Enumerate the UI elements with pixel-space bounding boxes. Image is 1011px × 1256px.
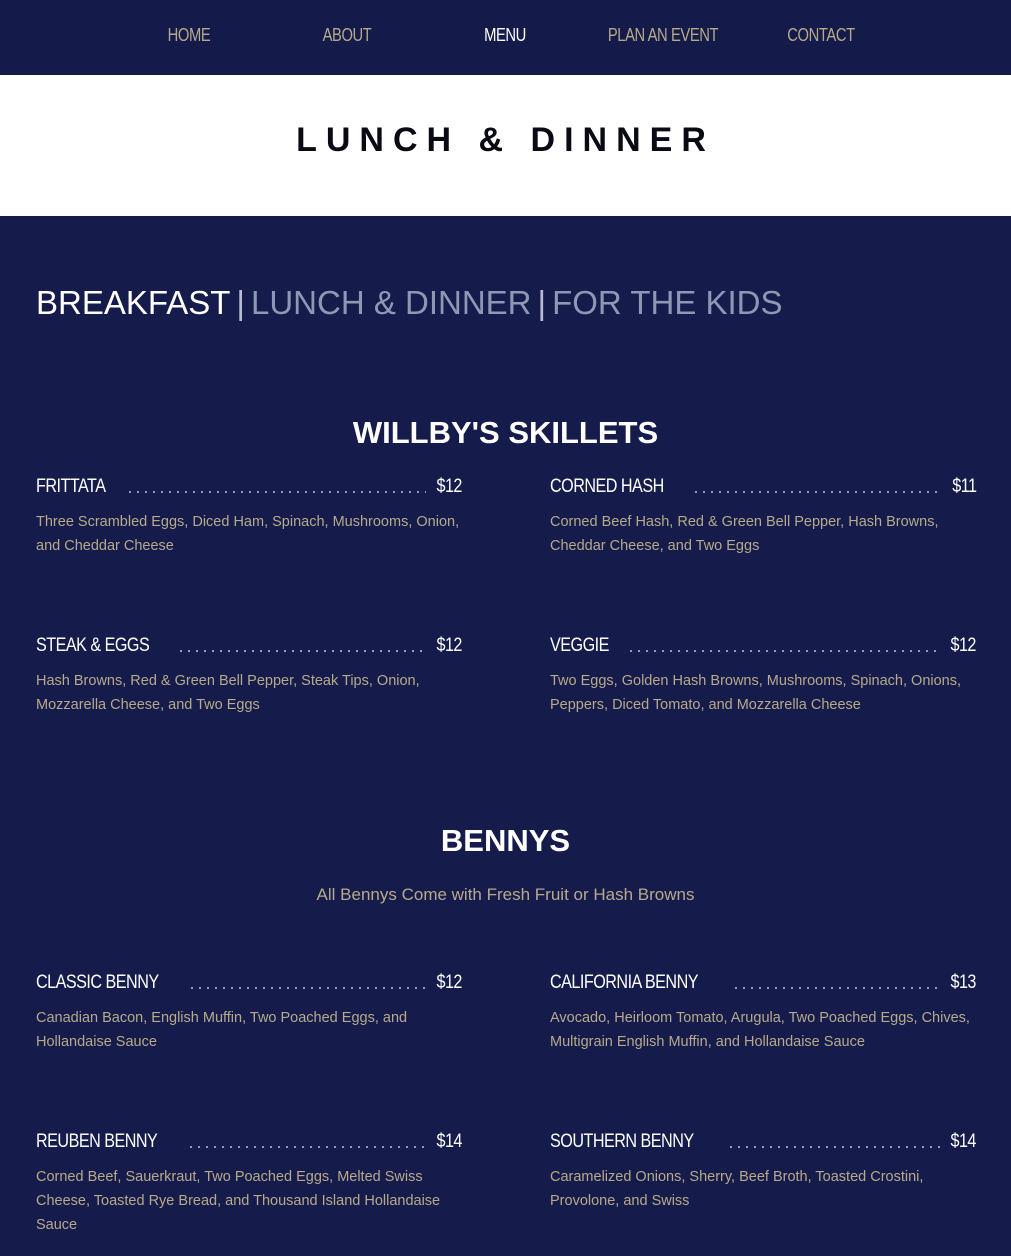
tab-for-the-kids[interactable]: FOR THE KIDS: [552, 284, 783, 321]
menu-item: [550, 631, 976, 717]
menu-item: [550, 472, 976, 558]
nav-contact-link[interactable]: CONTACT: [787, 25, 855, 45]
section-title-skillets: WILLBY'S SKILLETS: [352, 415, 659, 450]
leader-dots: [727, 1146, 940, 1148]
menu-category-tabs: [36, 284, 783, 322]
menu-item: [36, 472, 462, 558]
leader-dots: [692, 491, 942, 493]
menu-item-description: Corned Beef, Sauerkraut, Two Poached Eggs, Melted Swiss Cheese, Toasted Rye Bread, and Thousand Island Hollandaise Sauce: [36, 1169, 441, 1233]
menu-item: [36, 1127, 462, 1237]
menu-item-name: CLASSIC BENNY: [36, 972, 159, 993]
menu-item-description: Hash Browns, Red & Green Bell Pepper, Steak Tips, Onion, Mozzarella Cheese, and Two Eggs: [36, 673, 420, 713]
menu-item-price: $12: [436, 476, 462, 497]
leader-dots: [126, 491, 426, 493]
menu-item-description: Avocado, Heirloom Tomato, Arugula, Two Poached Eggs, Chives, Multigrain English Muffin, and Hollandaise Sauce: [550, 1010, 970, 1050]
top-nav: [0, 0, 1011, 75]
tab-separator: |: [236, 284, 245, 321]
tab-breakfast[interactable]: BREAKFAST: [36, 284, 231, 321]
menu-item-name: FRITTATA: [36, 476, 106, 497]
menu-item-price: $13: [950, 972, 976, 993]
menu-item-price: $12: [436, 635, 462, 656]
menu-content: [0, 216, 1011, 1256]
menu-item-name: REUBEN BENNY: [36, 1131, 158, 1152]
leader-dots: [188, 987, 426, 989]
menu-item-name: VEGGIE: [550, 635, 609, 656]
nav-home-link[interactable]: HOME: [167, 25, 211, 45]
menu-item-name: CALIFORNIA BENNY: [550, 972, 699, 993]
tab-separator: |: [537, 284, 547, 321]
section-title-bennys: BENNYS: [440, 823, 571, 858]
menu-item: [550, 1127, 976, 1213]
menu-item-price: $11: [951, 476, 976, 497]
leader-dots: [177, 650, 426, 652]
menu-item: [36, 631, 462, 717]
page-header: [0, 75, 1011, 216]
page-title: LUNCH & DINNER: [296, 121, 715, 159]
nav-about-link[interactable]: ABOUT: [322, 25, 372, 45]
menu-item-description: Canadian Bacon, English Muffin, Two Poached Eggs, and Hollandaise Sauce: [36, 1010, 408, 1050]
nav-menu-link[interactable]: MENU: [484, 25, 526, 45]
menu-item-price: $14: [950, 1131, 976, 1152]
section-subtitle: All Bennys Come with Fresh Fruit or Hash Browns: [316, 885, 695, 904]
menu-item-description: Caramelized Onions, Sherry, Beef Broth, Toasted Crostini, Provolone, and Swiss: [550, 1169, 924, 1209]
menu-item-price: $12: [436, 972, 462, 993]
leader-dots: [187, 1146, 426, 1148]
menu-item-description: Two Eggs, Golden Hash Browns, Mushrooms, Spinach, Onions, Peppers, Diced Tomato, and Mozzarella Cheese: [550, 673, 962, 713]
menu-item-price: $12: [950, 635, 976, 656]
menu-item: [550, 968, 976, 1054]
menu-item-description: Three Scrambled Eggs, Diced Ham, Spinach, Mushrooms, Onion, and Cheddar Cheese: [36, 514, 460, 554]
menu-item-description: Corned Beef Hash, Red & Green Bell Pepper, Hash Browns, Cheddar Cheese, and Two Eggs: [550, 514, 939, 554]
tab-lunch-dinner[interactable]: LUNCH & DINNER: [250, 284, 532, 321]
menu-item-name: STEAK & EGGS: [36, 635, 150, 656]
menu-item-name: CORNED HASH: [550, 476, 664, 497]
menu-item-name: SOUTHERN BENNY: [550, 1131, 694, 1152]
menu-item-price: $14: [436, 1131, 462, 1152]
leader-dots: [732, 987, 940, 989]
nav-plan-event-link[interactable]: PLAN AN EVENT: [607, 25, 719, 45]
leader-dots: [627, 650, 940, 652]
menu-item: [36, 968, 462, 1054]
